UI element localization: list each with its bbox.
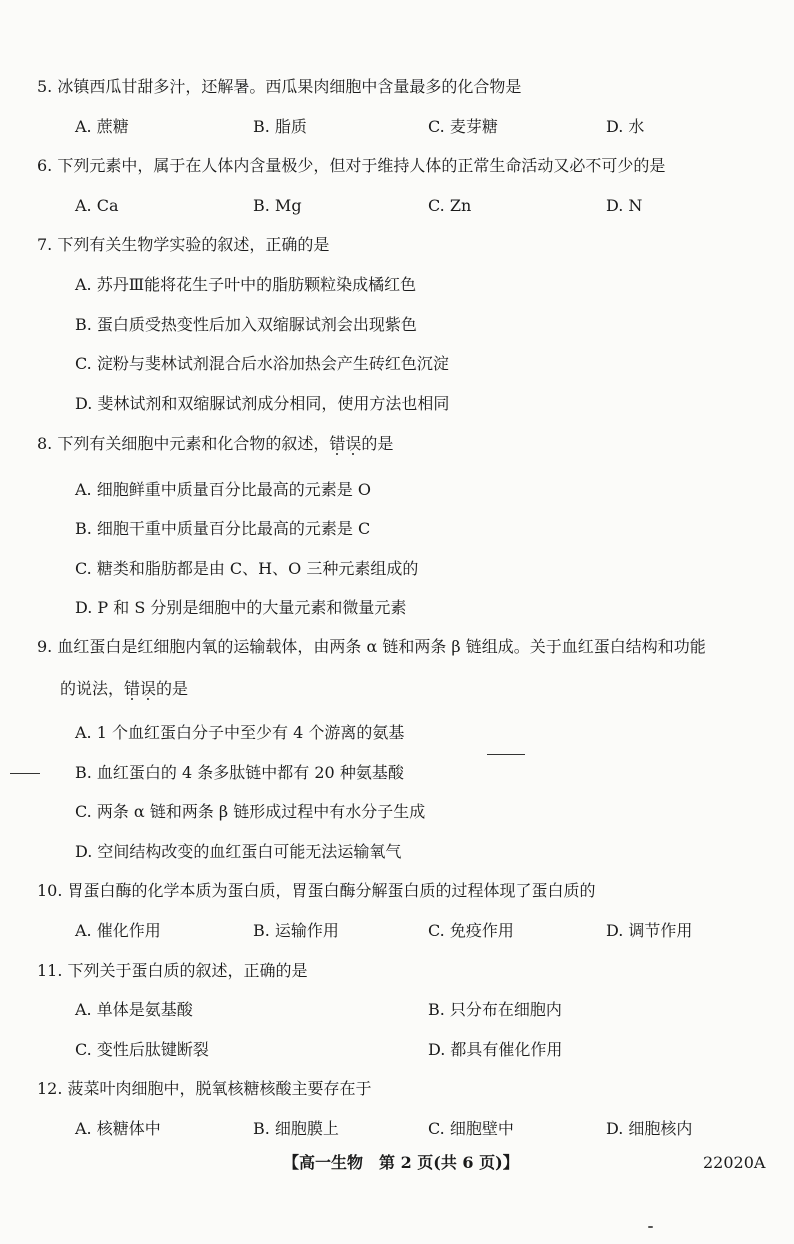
question-9-stem-line2	[60, 678, 188, 700]
question-11-option-c: C. 变性后肽键断裂	[75, 1040, 209, 1059]
question-7-option-d: D. 斐林试剂和双缩脲试剂成分相同，使用方法也相同	[75, 394, 450, 413]
question-11-option-d: D. 都具有催化作用	[428, 1040, 563, 1059]
question-10-option-d: D. 调节作用	[606, 921, 693, 940]
question-9-option-d: D. 空间结构改变的血红蛋白可能无法运输氧气	[75, 842, 402, 861]
question-11-option-b: B. 只分布在细胞内	[428, 1000, 562, 1019]
question-5-stem: 5. 冰镇西瓜甘甜多汁，还解暑。西瓜果肉细胞中含量最多的化合物是	[37, 77, 522, 96]
question-9-option-c: C. 两条 α 链和两条 β 链形成过程中有水分子生成	[75, 802, 426, 821]
emphasis-dots	[329, 453, 361, 457]
question-7-option-b: B. 蛋白质受热变性后加入双缩脲试剂会出现紫色	[75, 315, 417, 334]
question-9-emphasis	[124, 679, 156, 698]
question-6-stem: 6. 下列元素中，属于在人体内含量极少，但对于维持人体的正常生命活动又必不可少的是	[37, 156, 666, 175]
question-8-emphasis-text: 错误	[329, 434, 362, 453]
question-5-option-d: D. 水	[606, 117, 645, 136]
pen-mark	[487, 754, 525, 755]
question-7-stem: 7. 下列有关生物学实验的叙述，正确的是	[37, 235, 330, 254]
question-9-option-b: B. 血红蛋白的 4 条多肽链中都有 20 种氨基酸	[75, 763, 404, 782]
question-5-option-b: B. 脂质	[253, 117, 307, 136]
question-6-option-c: C. Zn	[428, 196, 472, 215]
question-10-stem: 10. 胃蛋白酶的化学本质为蛋白质，胃蛋白酶分解蛋白质的过程体现了蛋白质的	[37, 881, 596, 900]
question-6-option-a: A. Ca	[75, 196, 119, 215]
question-12-option-c: C. 细胞壁中	[428, 1119, 514, 1138]
question-6-option-b: B. Mg	[253, 196, 302, 215]
question-12-option-a: A. 核糖体中	[75, 1119, 161, 1138]
question-9-stem-text: 的说法，	[60, 679, 125, 698]
page-footer-code: 22020A	[703, 1153, 766, 1172]
pen-mark	[10, 773, 40, 774]
question-12-stem: 12. 菠菜叶肉细胞中，脱氧核糖核酸主要存在于	[37, 1079, 372, 1098]
question-6-option-d: D. N	[606, 196, 643, 215]
question-9-option-a: A. 1 个血红蛋白分子中至少有 4 个游离的氨基	[75, 723, 405, 742]
question-8-option-d: D. P 和 S 分别是细胞中的大量元素和微量元素	[75, 598, 407, 617]
question-5-option-c: C. 麦芽糖	[428, 117, 498, 136]
question-9-emphasis-text: 错误	[124, 679, 157, 698]
question-8-stem	[37, 433, 393, 455]
scan-speck	[648, 1226, 653, 1228]
emphasis-dots	[124, 698, 156, 702]
question-10-option-a: A. 催化作用	[75, 921, 161, 940]
question-7-option-c: C. 淀粉与斐林试剂混合后水浴加热会产生砖红色沉淀	[75, 354, 449, 373]
question-8-stem-tail: 的是	[361, 434, 394, 453]
question-11-option-a: A. 单体是氨基酸	[75, 1000, 193, 1019]
page-footer-title: 【高一生物 第 2 页(共 6 页)】	[283, 1153, 519, 1172]
question-10-option-c: C. 免疫作用	[428, 921, 514, 940]
question-11-stem: 11. 下列关于蛋白质的叙述，正确的是	[37, 961, 308, 980]
question-12-option-b: B. 细胞膜上	[253, 1119, 339, 1138]
question-9-stem-line1: 9. 血红蛋白是红细胞内氧的运输载体，由两条 α 链和两条 β 链组成。关于血红蛋白结构和功能	[37, 637, 706, 656]
question-12-option-d: D. 细胞核内	[606, 1119, 693, 1138]
question-7-option-a: A. 苏丹Ⅲ能将花生子叶中的脂肪颗粒染成橘红色	[75, 275, 417, 294]
question-8-option-c: C. 糖类和脂肪都是由 C、H、O 三种元素组成的	[75, 559, 419, 578]
question-8-stem-text: 8. 下列有关细胞中元素和化合物的叙述，	[37, 434, 330, 453]
question-8-emphasis	[329, 434, 361, 453]
question-10-option-b: B. 运输作用	[253, 921, 339, 940]
question-9-stem-tail: 的是	[156, 679, 189, 698]
question-8-option-b: B. 细胞干重中质量百分比最高的元素是 C	[75, 519, 371, 538]
question-8-option-a: A. 细胞鲜重中质量百分比最高的元素是 O	[75, 480, 371, 499]
question-5-option-a: A. 蔗糖	[75, 117, 129, 136]
